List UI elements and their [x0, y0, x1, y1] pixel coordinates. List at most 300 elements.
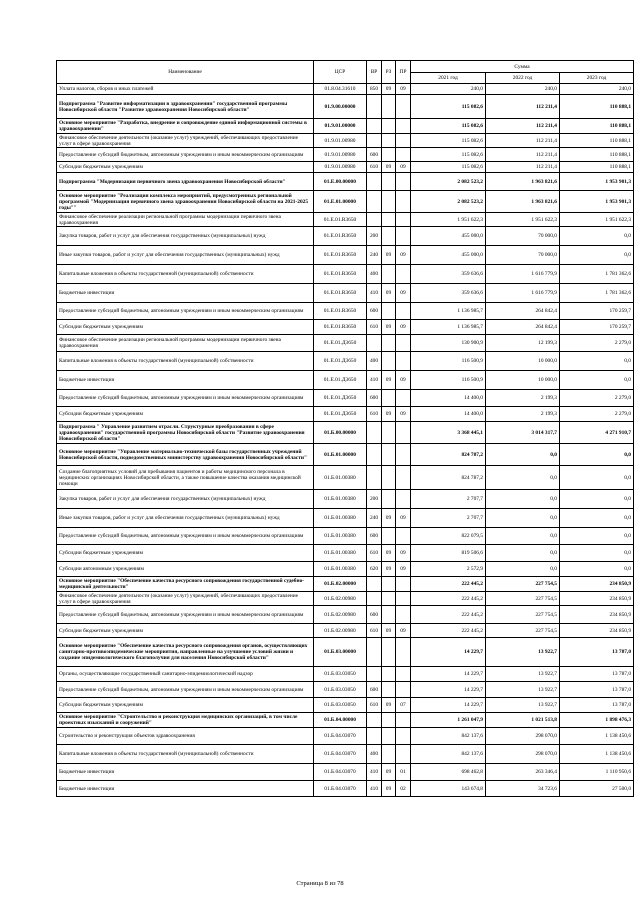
row-csr: 01.Б.01.00380 — [314, 466, 367, 490]
row-value-2021: 222 445,2 — [411, 606, 486, 624]
table-row — [57, 320, 634, 335]
row-value-2022: 298 070,0 — [486, 745, 560, 764]
row-value-2022: 0,0 — [486, 490, 560, 509]
row-value-2023: 0,0 — [560, 371, 634, 390]
row-value-2023: 0,0 — [560, 562, 634, 577]
header-pr: ПР — [396, 61, 411, 84]
budget-table — [56, 60, 634, 797]
header-year-2021: 2021 год — [411, 73, 486, 84]
row-name: Бюджетные инвестиции — [57, 781, 314, 797]
header-name: Наименование — [57, 61, 314, 84]
row-name: Финансовое обеспечение деятельности (оказание услуг) учреждений, обеспечивающих предоставление услуг в сфере здравоохранения — [57, 134, 314, 148]
row-pr — [396, 745, 411, 764]
row-value-2022: 3 014 317,7 — [486, 422, 560, 444]
row-value-2023: 13 787,0 — [560, 682, 634, 698]
row-csr: 01.Е.01.00000 — [314, 191, 367, 213]
table-row — [57, 162, 634, 173]
row-vr — [367, 577, 382, 592]
row-value-2021: 455 000,0 — [411, 246, 486, 265]
row-name: Субсидии бюджетным учреждениям — [57, 545, 314, 562]
row-pr — [396, 265, 411, 284]
row-csr: 01.Б.01.00380 — [314, 490, 367, 509]
row-vr — [367, 638, 382, 667]
row-vr — [367, 728, 382, 745]
row-name: Капитальные вложения в объекты государственной (муниципальной) собственности — [57, 352, 314, 371]
row-rz — [382, 606, 396, 624]
row-value-2021: 115 082,6 — [411, 162, 486, 173]
table-row — [57, 592, 634, 606]
row-name: Закупка товаров, работ и услуг для обеспечения государственных (муниципальных) нужд — [57, 490, 314, 509]
row-value-2023: 4 271 910,7 — [560, 422, 634, 444]
row-rz — [382, 303, 396, 320]
row-pr: 09 — [396, 407, 411, 422]
row-vr: 620 — [367, 562, 382, 577]
row-value-2023: 13 787,0 — [560, 698, 634, 713]
row-vr: 200 — [367, 227, 382, 246]
page-footer: Страница 8 из 78 — [296, 880, 344, 887]
row-rz: 09 — [382, 562, 396, 577]
row-value-2023: 1 951 622,3 — [560, 213, 634, 227]
row-value-2022: 1 021 513,8 — [486, 713, 560, 728]
row-value-2022: 13 922,7 — [486, 667, 560, 682]
table-row — [57, 624, 634, 638]
row-value-2023: 1 953 901,3 — [560, 191, 634, 213]
row-rz — [382, 134, 396, 148]
row-pr — [396, 390, 411, 407]
row-vr — [367, 213, 382, 227]
row-csr: 01.9.01.00000 — [314, 119, 367, 134]
row-name: Иные закупки товаров, работ и услуг для обеспечения государственных (муниципальных) нужд — [57, 509, 314, 528]
row-rz — [382, 713, 396, 728]
row-value-2021: 698 462,8 — [411, 764, 486, 781]
row-value-2022: 0,0 — [486, 528, 560, 545]
row-value-2022: 12 199,3 — [486, 335, 560, 352]
table-row — [57, 119, 634, 134]
row-csr: 01.Б.01.00000 — [314, 444, 367, 466]
row-rz: 09 — [382, 624, 396, 638]
row-csr: 01.Б.02.00000 — [314, 577, 367, 592]
row-value-2023: 0,0 — [560, 444, 634, 466]
row-csr: 01.Б.03.03050 — [314, 667, 367, 682]
row-value-2021: 3 368 445,1 — [411, 422, 486, 444]
row-pr — [396, 728, 411, 745]
row-csr: 01.Е.01.R3650 — [314, 213, 367, 227]
row-value-2021: 2 707,7 — [411, 490, 486, 509]
table-row — [57, 371, 634, 390]
table-row — [57, 444, 634, 466]
table-row — [57, 509, 634, 528]
row-csr: 01.Е.01.R3650 — [314, 284, 367, 303]
row-csr: 01.Е.01.R3650 — [314, 227, 367, 246]
row-pr: 09 — [396, 320, 411, 335]
row-value-2022: 2 199,3 — [486, 390, 560, 407]
row-value-2023: 0,0 — [560, 246, 634, 265]
row-value-2021: 143 674,8 — [411, 781, 486, 797]
row-value-2021: 14 229,7 — [411, 682, 486, 698]
row-csr: 01.Б.02.00980 — [314, 592, 367, 606]
table-row — [57, 191, 634, 213]
row-value-2023: 234 850,9 — [560, 577, 634, 592]
row-value-2023: 110 888,1 — [560, 162, 634, 173]
row-rz — [382, 577, 396, 592]
row-vr: 240 — [367, 509, 382, 528]
row-pr — [396, 682, 411, 698]
row-csr: 01.Е.00.00000 — [314, 173, 367, 191]
row-value-2021: 359 636,6 — [411, 284, 486, 303]
row-vr: 600 — [367, 303, 382, 320]
row-rz — [382, 422, 396, 444]
row-rz — [382, 728, 396, 745]
row-rz — [382, 638, 396, 667]
row-name: Предоставление субсидий бюджетным, автономным учреждениям и иным некоммерческим организациям — [57, 528, 314, 545]
header-rz: РЗ — [382, 61, 396, 84]
row-value-2021: 842 137,6 — [411, 745, 486, 764]
row-rz: 09 — [382, 698, 396, 713]
row-csr: 01.Е.01.R3650 — [314, 246, 367, 265]
row-pr: 09 — [396, 284, 411, 303]
row-value-2022: 240,0 — [486, 84, 560, 95]
table-row — [57, 95, 634, 119]
row-value-2021: 115 082,6 — [411, 134, 486, 148]
row-csr: 01.Б.00.00000 — [314, 422, 367, 444]
row-value-2022: 0,0 — [486, 562, 560, 577]
row-value-2023: 110 888,1 — [560, 95, 634, 119]
row-csr: 01.Б.03.03050 — [314, 698, 367, 713]
row-name: Подпрограмма "Модернизация первичного звена здравоохранения Новосибирской области" — [57, 173, 314, 191]
row-value-2023: 110 888,1 — [560, 148, 634, 162]
row-value-2023: 0,0 — [560, 490, 634, 509]
table-row — [57, 545, 634, 562]
row-value-2022: 227 754,5 — [486, 624, 560, 638]
row-pr: 09 — [396, 84, 411, 95]
row-value-2021: 222 445,2 — [411, 592, 486, 606]
table-row — [57, 728, 634, 745]
row-name: Уплата налогов, сборов и иных платежей — [57, 84, 314, 95]
row-value-2021: 222 445,2 — [411, 624, 486, 638]
row-value-2021: 2 082 523,2 — [411, 191, 486, 213]
row-value-2023: 1 110 950,6 — [560, 764, 634, 781]
row-name: Капитальные вложения в объекты государственной (муниципальной) собственности — [57, 745, 314, 764]
row-value-2022: 34 723,6 — [486, 781, 560, 797]
row-rz: 09 — [382, 509, 396, 528]
table-row — [57, 577, 634, 592]
row-pr: 09 — [396, 162, 411, 173]
row-csr: 01.Б.01.00380 — [314, 545, 367, 562]
row-rz — [382, 682, 396, 698]
row-value-2022: 1 951 622,3 — [486, 213, 560, 227]
header-csr: ЦСР — [314, 61, 367, 84]
row-value-2021: 240,0 — [411, 84, 486, 95]
row-rz — [382, 95, 396, 119]
row-name: Предоставление субсидий бюджетным, автономным учреждениям и иным некоммерческим организациям — [57, 390, 314, 407]
row-name: Финансовое обеспечение деятельности (оказание услуг) учреждений, обеспечивающих предоставление услуг в сфере здравоохранения — [57, 592, 314, 606]
row-value-2021: 455 000,0 — [411, 227, 486, 246]
row-csr: 01.Б.01.00380 — [314, 509, 367, 528]
row-value-2022: 264 842,4 — [486, 320, 560, 335]
row-value-2023: 0,0 — [560, 528, 634, 545]
row-value-2021: 115 082,6 — [411, 148, 486, 162]
row-vr — [367, 422, 382, 444]
row-csr: 01.Б.02.00980 — [314, 606, 367, 624]
table-row — [57, 638, 634, 667]
row-csr: 01.Е.01.R3650 — [314, 320, 367, 335]
row-name: Основное мероприятие "Строительство и реконструкция медицинских организаций, в том числе проектных изысканий и сооружений" — [57, 713, 314, 728]
row-value-2022: 112 211,4 — [486, 162, 560, 173]
row-value-2023: 170 259,7 — [560, 320, 634, 335]
row-vr — [367, 119, 382, 134]
row-value-2021: 2 707,7 — [411, 509, 486, 528]
row-name: Основное мероприятие "Управление материально-технической базы государственных учреждений Новосибирской области, подведомственных министерству здравоохранения Новосибирской области" — [57, 444, 314, 466]
row-name: Бюджетные инвестиции — [57, 284, 314, 303]
row-vr: 610 — [367, 545, 382, 562]
table-row — [57, 682, 634, 698]
row-rz — [382, 191, 396, 213]
row-name: Подпрограмма "Развитие информатизации в здравоохранении" государственной программы Новосибирской области "Развитие здравоохранения Новосибирской области" — [57, 95, 314, 119]
header-sum: Сумма — [411, 61, 634, 73]
table-row — [57, 606, 634, 624]
row-vr: 610 — [367, 624, 382, 638]
row-pr — [396, 303, 411, 320]
table-row — [57, 284, 634, 303]
row-csr: 01.Б.04.03070 — [314, 745, 367, 764]
row-value-2021: 1 261 047,9 — [411, 713, 486, 728]
row-vr: 410 — [367, 284, 382, 303]
row-value-2021: 130 900,9 — [411, 335, 486, 352]
row-value-2022: 13 922,7 — [486, 682, 560, 698]
table-row — [57, 265, 634, 284]
table-row — [57, 335, 634, 352]
row-pr — [396, 606, 411, 624]
row-rz: 09 — [382, 320, 396, 335]
row-vr — [367, 95, 382, 119]
row-pr — [396, 466, 411, 490]
row-rz: 09 — [382, 162, 396, 173]
row-value-2023: 110 888,1 — [560, 119, 634, 134]
row-csr: 01.Б.01.00380 — [314, 528, 367, 545]
row-value-2023: 0,0 — [560, 545, 634, 562]
row-value-2021: 14 400,0 — [411, 407, 486, 422]
row-value-2021: 359 636,6 — [411, 265, 486, 284]
row-pr: 01 — [396, 764, 411, 781]
row-value-2023: 0,0 — [560, 352, 634, 371]
row-value-2022: 1 616 779,9 — [486, 284, 560, 303]
row-value-2023: 234 850,9 — [560, 606, 634, 624]
row-value-2022: 298 070,0 — [486, 728, 560, 745]
row-value-2022: 0,0 — [486, 545, 560, 562]
row-csr: 01.Б.04.03070 — [314, 781, 367, 797]
row-rz — [382, 490, 396, 509]
table-row — [57, 84, 634, 95]
row-vr — [367, 466, 382, 490]
row-value-2023: 110 888,1 — [560, 134, 634, 148]
row-rz — [382, 227, 396, 246]
row-value-2023: 2 279,0 — [560, 390, 634, 407]
row-value-2023: 170 259,7 — [560, 303, 634, 320]
row-csr: 01.Б.03.00000 — [314, 638, 367, 667]
row-pr: 09 — [396, 509, 411, 528]
row-pr: 09 — [396, 246, 411, 265]
row-pr: 09 — [396, 545, 411, 562]
row-value-2023: 13 787,0 — [560, 667, 634, 682]
row-value-2022: 112 211,4 — [486, 148, 560, 162]
row-name: Финансовое обеспечение реализации региональной программы модернизации первичного звена здравоохранения — [57, 213, 314, 227]
row-value-2021: 1 951 622,3 — [411, 213, 486, 227]
row-value-2022: 112 211,4 — [486, 134, 560, 148]
row-csr: 01.Е.01.R3650 — [314, 303, 367, 320]
row-vr: 600 — [367, 528, 382, 545]
row-value-2023: 240,0 — [560, 84, 634, 95]
row-value-2021: 14 229,7 — [411, 638, 486, 667]
row-pr — [396, 713, 411, 728]
row-vr — [367, 173, 382, 191]
row-value-2021: 824 787,2 — [411, 466, 486, 490]
row-vr: 610 — [367, 407, 382, 422]
row-vr: 400 — [367, 265, 382, 284]
row-vr: 610 — [367, 320, 382, 335]
row-value-2021: 14 229,7 — [411, 667, 486, 682]
row-vr: 400 — [367, 745, 382, 764]
row-value-2022: 227 754,5 — [486, 606, 560, 624]
row-name: Органы, осуществляющие государственный санитарно-эпидемиологический надзор — [57, 667, 314, 682]
row-value-2021: 14 229,7 — [411, 698, 486, 713]
row-vr — [367, 191, 382, 213]
row-vr: 850 — [367, 84, 382, 95]
row-csr: 01.Б.04.00000 — [314, 713, 367, 728]
header-year-2023: 2023 год — [560, 73, 634, 84]
row-csr: 01.Е.01.Д3650 — [314, 335, 367, 352]
row-name: Субсидии бюджетным учреждениям — [57, 162, 314, 173]
row-value-2023: 1 781 362,6 — [560, 284, 634, 303]
row-name: Предоставление субсидий бюджетным, автономным учреждениям и иным некоммерческим организациям — [57, 606, 314, 624]
row-rz — [382, 444, 396, 466]
table-row — [57, 667, 634, 682]
row-value-2023: 234 850,9 — [560, 624, 634, 638]
row-value-2021: 115 082,6 — [411, 119, 486, 134]
row-value-2022: 10 000,0 — [486, 371, 560, 390]
row-csr: 01.Б.01.00380 — [314, 562, 367, 577]
row-vr: 410 — [367, 781, 382, 797]
table-row — [57, 713, 634, 728]
row-vr: 600 — [367, 390, 382, 407]
row-value-2021: 842 137,6 — [411, 728, 486, 745]
row-pr — [396, 528, 411, 545]
row-value-2021: 222 445,2 — [411, 577, 486, 592]
row-name: Бюджетные инвестиции — [57, 764, 314, 781]
row-rz — [382, 592, 396, 606]
row-name: Предоставление субсидий бюджетным, автономным учреждениям и иным некоммерческим организациям — [57, 148, 314, 162]
row-csr: 01.Е.01.Д3650 — [314, 407, 367, 422]
row-value-2022: 227 754,5 — [486, 592, 560, 606]
row-vr: 610 — [367, 698, 382, 713]
row-name: Основное мероприятие "Реализация комплекса мероприятий, предусмотренных региональной программой "Модернизация первичного звена здравоохранения Новосибирской области на 2021-2025 годы"" — [57, 191, 314, 213]
row-name: Субсидии автономным учреждениям — [57, 562, 314, 577]
row-name: Капитальные вложения в объекты государственной (муниципальной) собственности — [57, 265, 314, 284]
row-rz — [382, 466, 396, 490]
row-value-2022: 13 922,7 — [486, 638, 560, 667]
row-value-2022: 0,0 — [486, 509, 560, 528]
row-vr: 410 — [367, 371, 382, 390]
row-name: Основное мероприятие "Обеспечение качества ресурсного сопровождения органов, осуществляющих санитарно-противоэпидемические мероприятия, направленные на улучшение условий жизни и создание эпидемиологического благополучия для населения Новосибирской области" — [57, 638, 314, 667]
row-rz — [382, 173, 396, 191]
row-pr — [396, 444, 411, 466]
row-csr: 01.Б.04.03070 — [314, 728, 367, 745]
row-value-2023: 1 953 901,3 — [560, 173, 634, 191]
row-name: Подпрограмма " Управление развитием отрасли. Структурные преобразования в сфере здравоохранения" государственной программы Новосибирской области "Развитие здравоохранения Новосибирской области" — [57, 422, 314, 444]
row-value-2022: 70 000,0 — [486, 246, 560, 265]
table-row — [57, 173, 634, 191]
row-value-2023: 1 138 450,6 — [560, 728, 634, 745]
row-csr: 01.Б.02.00980 — [314, 624, 367, 638]
row-name: Строительство и реконструкция объектов здравоохранения — [57, 728, 314, 745]
row-pr — [396, 638, 411, 667]
row-pr — [396, 95, 411, 119]
row-pr — [396, 213, 411, 227]
row-value-2023: 0,0 — [560, 227, 634, 246]
row-vr: 400 — [367, 352, 382, 371]
table-body — [57, 84, 634, 797]
row-vr: 610 — [367, 162, 382, 173]
table-row — [57, 227, 634, 246]
row-pr — [396, 335, 411, 352]
row-rz: 09 — [382, 284, 396, 303]
row-value-2023: 1 781 362,6 — [560, 265, 634, 284]
row-rz — [382, 265, 396, 284]
row-csr: 01.Е.01.Д3650 — [314, 352, 367, 371]
row-csr: 01.8.04.31610 — [314, 84, 367, 95]
table-row — [57, 390, 634, 407]
row-pr — [396, 490, 411, 509]
row-pr: 02 — [396, 781, 411, 797]
row-value-2023: 1 898 476,3 — [560, 713, 634, 728]
row-name: Предоставление субсидий бюджетным, автономным учреждениям и иным некоммерческим организациям — [57, 682, 314, 698]
row-name: Основное мероприятие "Разработка, внедрение и сопровождение единой информационной системы в здравоохранении" — [57, 119, 314, 134]
row-rz: 09 — [382, 764, 396, 781]
row-value-2021: 115 082,6 — [411, 95, 486, 119]
row-value-2022: 0,0 — [486, 444, 560, 466]
row-vr — [367, 592, 382, 606]
row-value-2021: 116 500,9 — [411, 352, 486, 371]
row-value-2023: 1 138 450,6 — [560, 745, 634, 764]
row-rz — [382, 119, 396, 134]
row-value-2021: 2 082 523,2 — [411, 173, 486, 191]
row-rz: 09 — [382, 781, 396, 797]
row-csr: 01.Е.01.Д3650 — [314, 371, 367, 390]
table-row — [57, 422, 634, 444]
row-vr — [367, 667, 382, 682]
row-name: Закупка товаров, работ и услуг для обеспечения государственных (муниципальных) нужд — [57, 227, 314, 246]
table-row — [57, 148, 634, 162]
row-value-2023: 0,0 — [560, 509, 634, 528]
row-name: Субсидии бюджетным учреждениям — [57, 624, 314, 638]
row-value-2022: 70 000,0 — [486, 227, 560, 246]
table-row — [57, 466, 634, 490]
row-vr — [367, 713, 382, 728]
row-value-2022: 13 922,7 — [486, 698, 560, 713]
row-name: Иные закупки товаров, работ и услуг для обеспечения государственных (муниципальных) нужд — [57, 246, 314, 265]
table-row — [57, 134, 634, 148]
row-value-2021: 819 506,6 — [411, 545, 486, 562]
table-row — [57, 490, 634, 509]
row-csr: 01.Е.01.Д3650 — [314, 390, 367, 407]
row-pr — [396, 191, 411, 213]
table-row — [57, 698, 634, 713]
row-value-2022: 263 346,4 — [486, 764, 560, 781]
row-value-2021: 824 787,2 — [411, 444, 486, 466]
row-rz: 09 — [382, 246, 396, 265]
row-value-2022: 0,0 — [486, 466, 560, 490]
row-name: Бюджетные инвестиции — [57, 371, 314, 390]
row-value-2022: 10 000,0 — [486, 352, 560, 371]
